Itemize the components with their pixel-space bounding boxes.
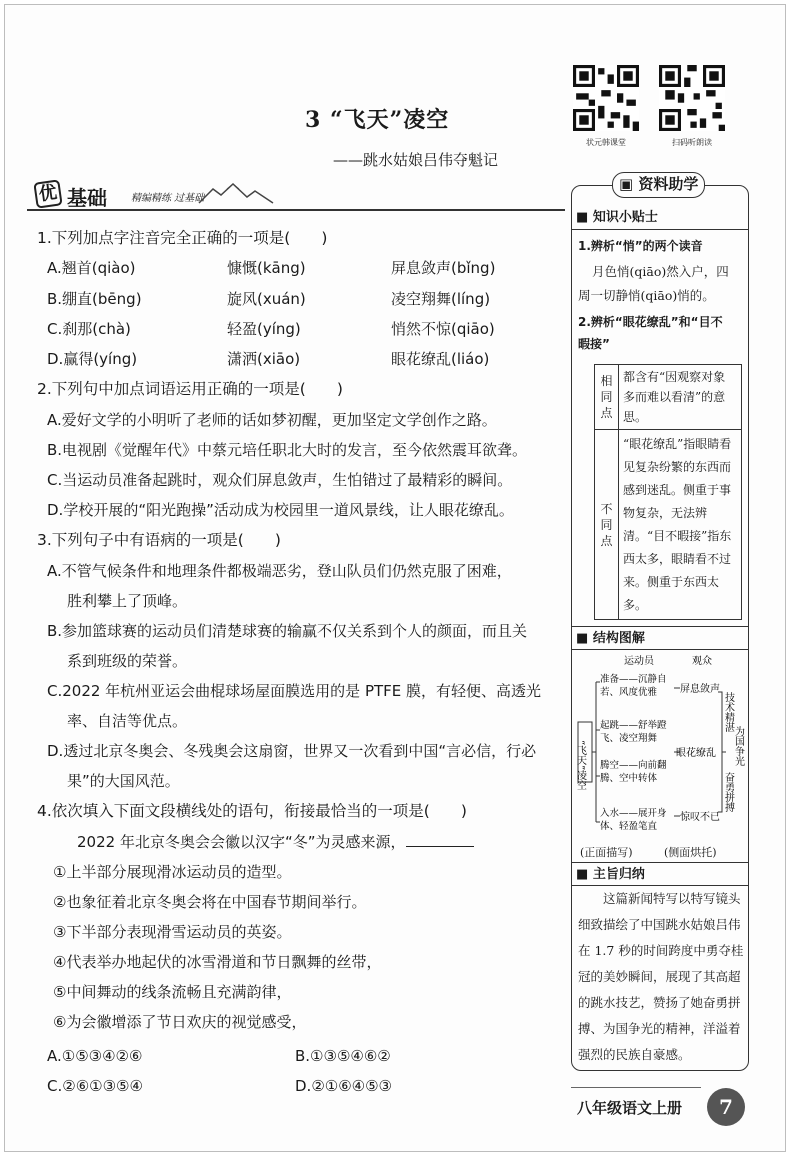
q3-option-c-cont: 率、自洁等优点。 xyxy=(67,712,188,730)
q2-option-c: C.当运动员准备起跳时，观众们屏息敛声，生怕错过了最精彩的瞬间。 xyxy=(47,471,513,489)
summary-title-text: 主旨归纳 xyxy=(592,867,645,882)
q4-option-c: C.②⑥①③⑤④ xyxy=(47,1077,143,1095)
diagram-audience-3: 惊叹不已 xyxy=(680,812,720,823)
diagram-stage-1b: 若、风度优雅 xyxy=(600,687,658,698)
tips-section-title xyxy=(572,206,748,230)
q2-option-d: D.学校开展的“阳光跑操”活动成为校园里一道风景线，让人眼花缭乱。 xyxy=(47,501,514,519)
summary-section-title xyxy=(572,862,748,886)
q4-option-d: D.②①⑥④⑤③ xyxy=(295,1077,393,1095)
question-2-stem: 2.下列句中加点词语运用正确的一项是( ) xyxy=(37,380,343,398)
table-row xyxy=(595,365,742,430)
summary-text: 这篇新闻特写以特写镜头细致描绘了中国跳水姑娘吕伟在 1.7 秒的时间跨度中勇夺桂冠的美妙瞬间，展现了其高超的跳水技艺，赞扬了她奋勇拼搏、为国争光的精神，洋溢着强烈的民族自豪感。 xyxy=(578,891,744,1062)
question-1-stem: 1.下列加点字注音完全正确的一项是( ) xyxy=(37,229,328,247)
diagram-stage-2a: 起跳——舒举蹬 xyxy=(600,720,667,731)
q4-item: ④代表举办地起伏的冰雪滑道和节日飘舞的丝带， xyxy=(53,953,382,971)
diagram-stage-4b: 体、轻盈笔直 xyxy=(600,821,658,832)
q1-option: 潇洒(xiāo) xyxy=(227,350,301,368)
diagram-stage-3b: 腾、空中转体 xyxy=(600,773,658,784)
qr-caption: 扫码听朗读 xyxy=(672,138,712,147)
book-icon: ▣ xyxy=(619,175,634,193)
q1-option: 旋风(xuán) xyxy=(227,290,306,308)
q3-option-a-cont: 胜利攀上了顶峰。 xyxy=(67,592,188,610)
tip1-title: 1.辨析“悄”的两个读音 xyxy=(578,239,703,253)
q4-passage-text: 2022 年北京冬奥会会徽以汉字“冬”为灵感来源， xyxy=(77,833,406,851)
tip1-line: 月色悄(qiāo)然入户，四 xyxy=(592,264,729,279)
diagram-col-athlete: 运动员 xyxy=(624,656,654,667)
q4-passage xyxy=(77,831,474,853)
qr-code-icon xyxy=(659,65,725,131)
footer-book-title: 八年级语文上册 xyxy=(577,1099,683,1117)
q1-option: 屏息敛声(bǐng) xyxy=(391,259,496,277)
diagram-spirit-2: 为国争光 xyxy=(732,726,744,766)
answer-blank[interactable] xyxy=(406,831,474,847)
q1-option: 悄然不惊(qiāo) xyxy=(391,320,495,338)
q1-option: B.绷直(bēng) xyxy=(47,290,142,308)
square-bullet-icon: ■ xyxy=(576,210,589,225)
square-bullet-icon: ■ xyxy=(576,867,589,882)
table-row xyxy=(595,430,742,620)
q3-option-b-cont: 系到班级的荣誉。 xyxy=(67,652,188,670)
diagram-audience-2: 眼花缭乱 xyxy=(676,748,716,759)
q3-option-d-cont: 果”的大国风范。 xyxy=(67,772,180,790)
diagram-col-audience: 观众 xyxy=(692,656,712,667)
q1-option: C.刹那(chà) xyxy=(47,320,131,338)
diagram-stage-1a: 准备——沉静自 xyxy=(600,674,667,685)
sidebar-heading-text: 资料助学 xyxy=(638,175,699,193)
tips-title-text: 知识小贴士 xyxy=(592,210,658,225)
tip2-title-cont: 暇接” xyxy=(578,337,610,351)
page-number: 7 xyxy=(707,1088,745,1126)
structure-section-title xyxy=(572,626,748,650)
diagram-spirit-1: 技术精湛 xyxy=(722,692,734,732)
diagram-stage-4a: 入水——展开身 xyxy=(600,808,667,819)
diagram-foot-right: (侧面烘托) xyxy=(664,846,717,859)
question-3-stem: 3.下列句子中有语病的一项是( ) xyxy=(37,531,281,549)
sidebar-heading xyxy=(612,172,705,198)
q4-option-a: A.①⑤③④②⑥ xyxy=(47,1047,143,1065)
comparison-table xyxy=(594,364,742,620)
diagram-foot-left: (正面描写) xyxy=(580,846,633,859)
q4-item: ③下半部分表现滑雪运动员的英姿。 xyxy=(53,923,292,941)
q4-option-b: B.①③⑤④⑥② xyxy=(295,1047,391,1065)
q3-option-c: C.2022 年杭州亚运会曲棍球场屋面膜选用的是 PTFE 膜，有轻便、高透光 xyxy=(47,682,542,700)
square-bullet-icon: ■ xyxy=(576,631,589,646)
page-subtitle: ——跳水姑娘吕伟夺魁记 xyxy=(333,151,499,169)
structure-title-text: 结构图解 xyxy=(592,631,645,646)
banner-title: 基础 xyxy=(67,186,107,210)
q4-item: ②也象征着北京冬奥会将在中国春节期间举行。 xyxy=(53,893,367,911)
diagram-root-label: “飞天”凌空 xyxy=(574,740,586,791)
q3-option-d: D.透过北京冬奥会、冬残奥会这扇窗，世界又一次看到中国“言必信，行必 xyxy=(47,742,537,760)
q3-option-a: A.不管气候条件和地理条件都极端恶劣，登山队员们仍然克服了困难， xyxy=(47,562,512,580)
q1-option: D.赢得(yíng) xyxy=(47,350,138,368)
diagram-stage-3a: 腾空——向前翻 xyxy=(600,760,667,771)
question-4-stem: 4.依次填入下面文段横线处的语句，衔接最恰当的一项是( ) xyxy=(37,802,467,820)
q1-option: 眼花缭乱(liáo) xyxy=(391,350,490,368)
banner-slogan: 精编精练 过基础 xyxy=(131,193,205,204)
banner-mark: 优 xyxy=(33,179,62,208)
workbook-page xyxy=(4,4,786,1152)
qr-code-right[interactable] xyxy=(657,65,727,148)
diagram-audience-1: 屏息敛声 xyxy=(680,684,720,695)
qr-code-left[interactable] xyxy=(571,65,641,148)
diff-text: “眼花缭乱”指眼睛看见复杂纷繁的东西而感到迷乱。侧重于事物复杂，无法辨清。“目不暇接”指东西太多，眼睛看不过来。侧重于东西太多。 xyxy=(619,430,742,620)
q4-item: ⑥为会徽增添了节日欢庆的视觉感受， xyxy=(53,1013,307,1031)
structure-diagram xyxy=(576,652,746,842)
page-title: 3 “飞天”凌空 xyxy=(305,107,450,133)
q4-item: ⑤中间舞动的线条流畅且充满韵律， xyxy=(53,983,292,1001)
footer-divider xyxy=(571,1087,701,1088)
diff-label: 不同点 xyxy=(595,430,619,620)
reference-sidebar xyxy=(571,175,749,1071)
diagram-stage-2b: 飞、凌空翔舞 xyxy=(600,733,658,744)
diagram-spirit-3: 奋勇拼搏 xyxy=(722,772,734,812)
q3-option-b: B.参加篮球赛的运动员们清楚球赛的输赢不仅关系到个人的颜面，而且关 xyxy=(47,622,528,640)
same-label: 相同点 xyxy=(595,365,619,430)
qr-caption: 状元韩课堂 xyxy=(586,138,626,147)
tip2-title: 2.辨析“眼花缭乱”和“目不 xyxy=(578,315,723,329)
section-banner xyxy=(27,179,565,211)
q1-option: A.翘首(qiào) xyxy=(47,259,136,277)
q2-option-b: B.电视剧《觉醒年代》中蔡元培任职北大时的发言，至今依然震耳欲聋。 xyxy=(47,441,528,459)
same-text: 都含有“因观察对象多而难以看清”的意思。 xyxy=(619,365,742,430)
tip1-line: 周一切静悄(qiāo)悄的。 xyxy=(578,288,715,303)
q1-option: 凌空翔舞(líng) xyxy=(391,290,491,308)
mountain-icon xyxy=(197,181,277,205)
q2-option-a: A.爱好文学的小明听了老师的话如梦初醒，更加坚定文学创作之路。 xyxy=(47,411,497,429)
qr-code-icon xyxy=(573,65,639,131)
q4-item: ①上半部分展现滑冰运动员的造型。 xyxy=(53,863,292,881)
q1-option: 慷慨(kāng) xyxy=(227,259,306,277)
q1-option: 轻盈(yíng) xyxy=(227,320,301,338)
